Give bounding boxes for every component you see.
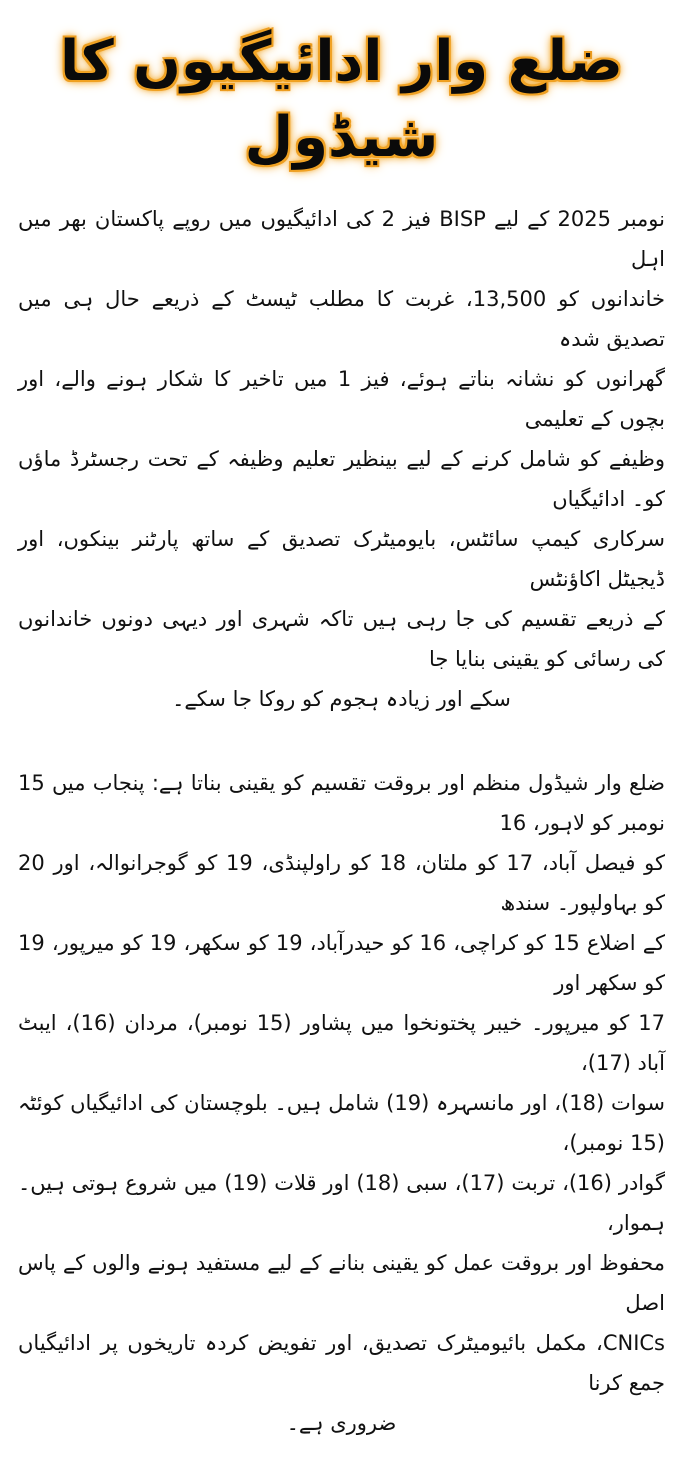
paragraph-line: گوادر (16)، تربت (17)، سبی (18) اور قلات (19) میں شروع ہوتی ہیں۔ ہموار، (18, 1171, 665, 1236)
page-title: ضلع وار ادائیگیوں کا شیڈول (60, 29, 623, 170)
paragraph-line: گھرانوں کو نشانہ بناتے ہوئے، فیز 1 میں تاخیر کا شکار ہونے والے، اور بچوں کے تعلیمی (18, 367, 665, 432)
paragraph-line: 17 کو میرپور۔ خیبر پختونخوا میں پشاور (15 نومبر)، مردان (16)، ایبٹ آباد (17)، (18, 1011, 665, 1076)
paragraph-line: سرکاری کیمپ سائٹس، بایومیٹرک تصدیق کے ساتھ پارٹنر بینکوں، اور ڈیجیٹل اکاؤنٹس (18, 527, 665, 592)
paragraph-line: وظیفے کو شامل کرنے کے لیے بینظیر تعلیم وظیفہ کے تحت رجسٹرڈ ماؤں کو۔ ادائیگیاں (18, 447, 665, 512)
paragraph-line: کو فیصل آباد، 17 کو ملتان، 18 کو راولپنڈی، 19 کو گوجرانوالہ، اور 20 کو بہاولپور۔ سندھ (18, 851, 665, 916)
paragraph-line: کے اضلاع 15 کو کراچی، 16 کو حیدرآباد، 19 کو سکھر، 19 کو میرپور، 19 کو سکھر اور (18, 931, 665, 996)
paragraph-line: محفوظ اور بروقت عمل کو یقینی بنانے کے لیے مستفید ہونے والوں کے پاس اصل (18, 1251, 665, 1316)
schedule-paragraph (0, 763, 683, 1463)
paragraph-line: CNICs، مکمل بائیومیٹرک تصدیق، اور تفویض کردہ تاریخوں پر ادائیگیاں جمع کرنا (18, 1331, 665, 1396)
paragraph-line: نومبر 2025 کے لیے BISP فیز 2 کی ادائیگیوں میں روپے پاکستان بھر میں اہل (18, 207, 665, 272)
intro-paragraph (0, 199, 683, 719)
paragraph-line: کے ذریعے تقسیم کی جا رہی ہیں تاکہ شہری اور دیہی دونوں خاندانوں کی رسائی کو یقینی بنایا جا (18, 607, 665, 672)
paragraph-line: سکے اور زیادہ ہجوم کو روکا جا سکے۔ (172, 687, 511, 712)
paragraph-line: ضلع وار شیڈول منظم اور بروقت تقسیم کو یقینی بناتا ہے: پنجاب میں 15 نومبر کو لاہور، 16 (18, 771, 665, 836)
paragraph-line: ضروری ہے۔ (286, 1411, 397, 1436)
paragraph-line: خاندانوں کو 13,500، غربت کا مطلب ٹیسٹ کے ذریعے حال ہی میں تصدیق شدہ (18, 287, 665, 352)
paragraph-line: سوات (18)، اور مانسہرہ (19) شامل ہیں۔ بلوچستان کی ادائیگیاں کوئٹہ (15 نومبر)، (18, 1091, 665, 1156)
